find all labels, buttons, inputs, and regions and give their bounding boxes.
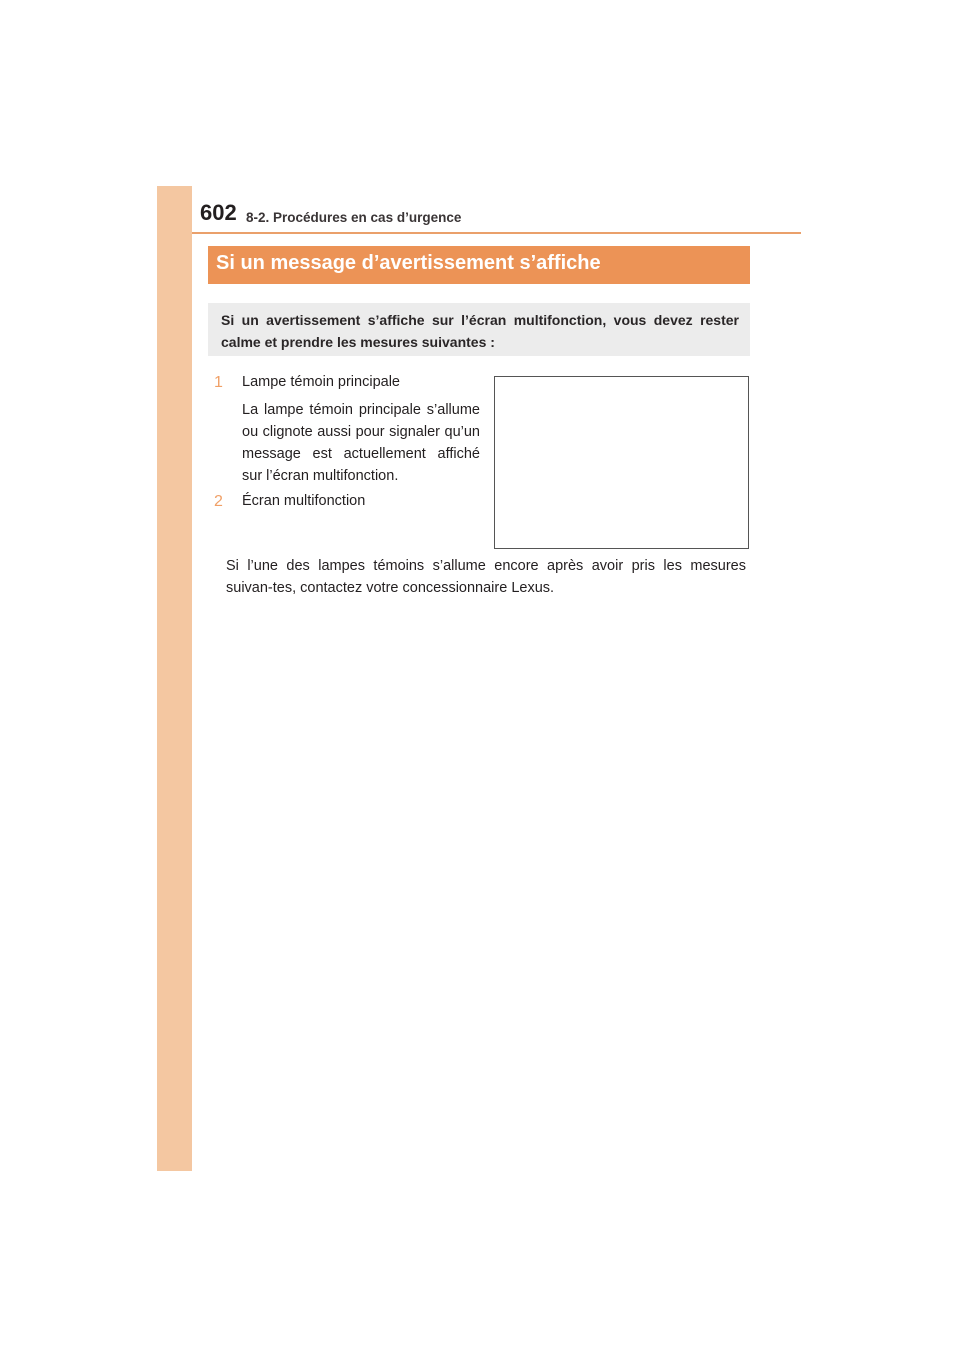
- item-label-1: Lampe témoin principale: [242, 374, 400, 390]
- item-number-2: 2: [214, 493, 223, 510]
- header-divider: [192, 232, 801, 234]
- section-title: Si un message d’avertissement s’affiche: [216, 252, 601, 274]
- item-description-1: La lampe témoin principale s’allume ou clignote aussi pour signaler qu’un message est actuellement affiché sur l’écran multifonction.: [242, 402, 480, 484]
- section-path: 8-2. Procédures en cas d’urgence: [246, 210, 462, 225]
- note-text: Si l’une des lampes témoins s’allume encore après avoir pris les mesures suivan-tes, contactez votre concessionnaire Lexus.: [226, 558, 746, 596]
- chapter-side-band: [157, 186, 192, 1171]
- intro-text: Si un avertissement s’affiche sur l’écran multifonction, vous devez rester calme et prendre les mesures suivantes :: [221, 312, 739, 350]
- illustration-frame: [494, 376, 749, 549]
- item-number-1: 1: [214, 374, 223, 391]
- section-title-bar: [208, 246, 750, 284]
- page-number: 602: [200, 200, 237, 225]
- intro-box: [208, 303, 750, 356]
- item-label-2: Écran multifonction: [242, 493, 366, 509]
